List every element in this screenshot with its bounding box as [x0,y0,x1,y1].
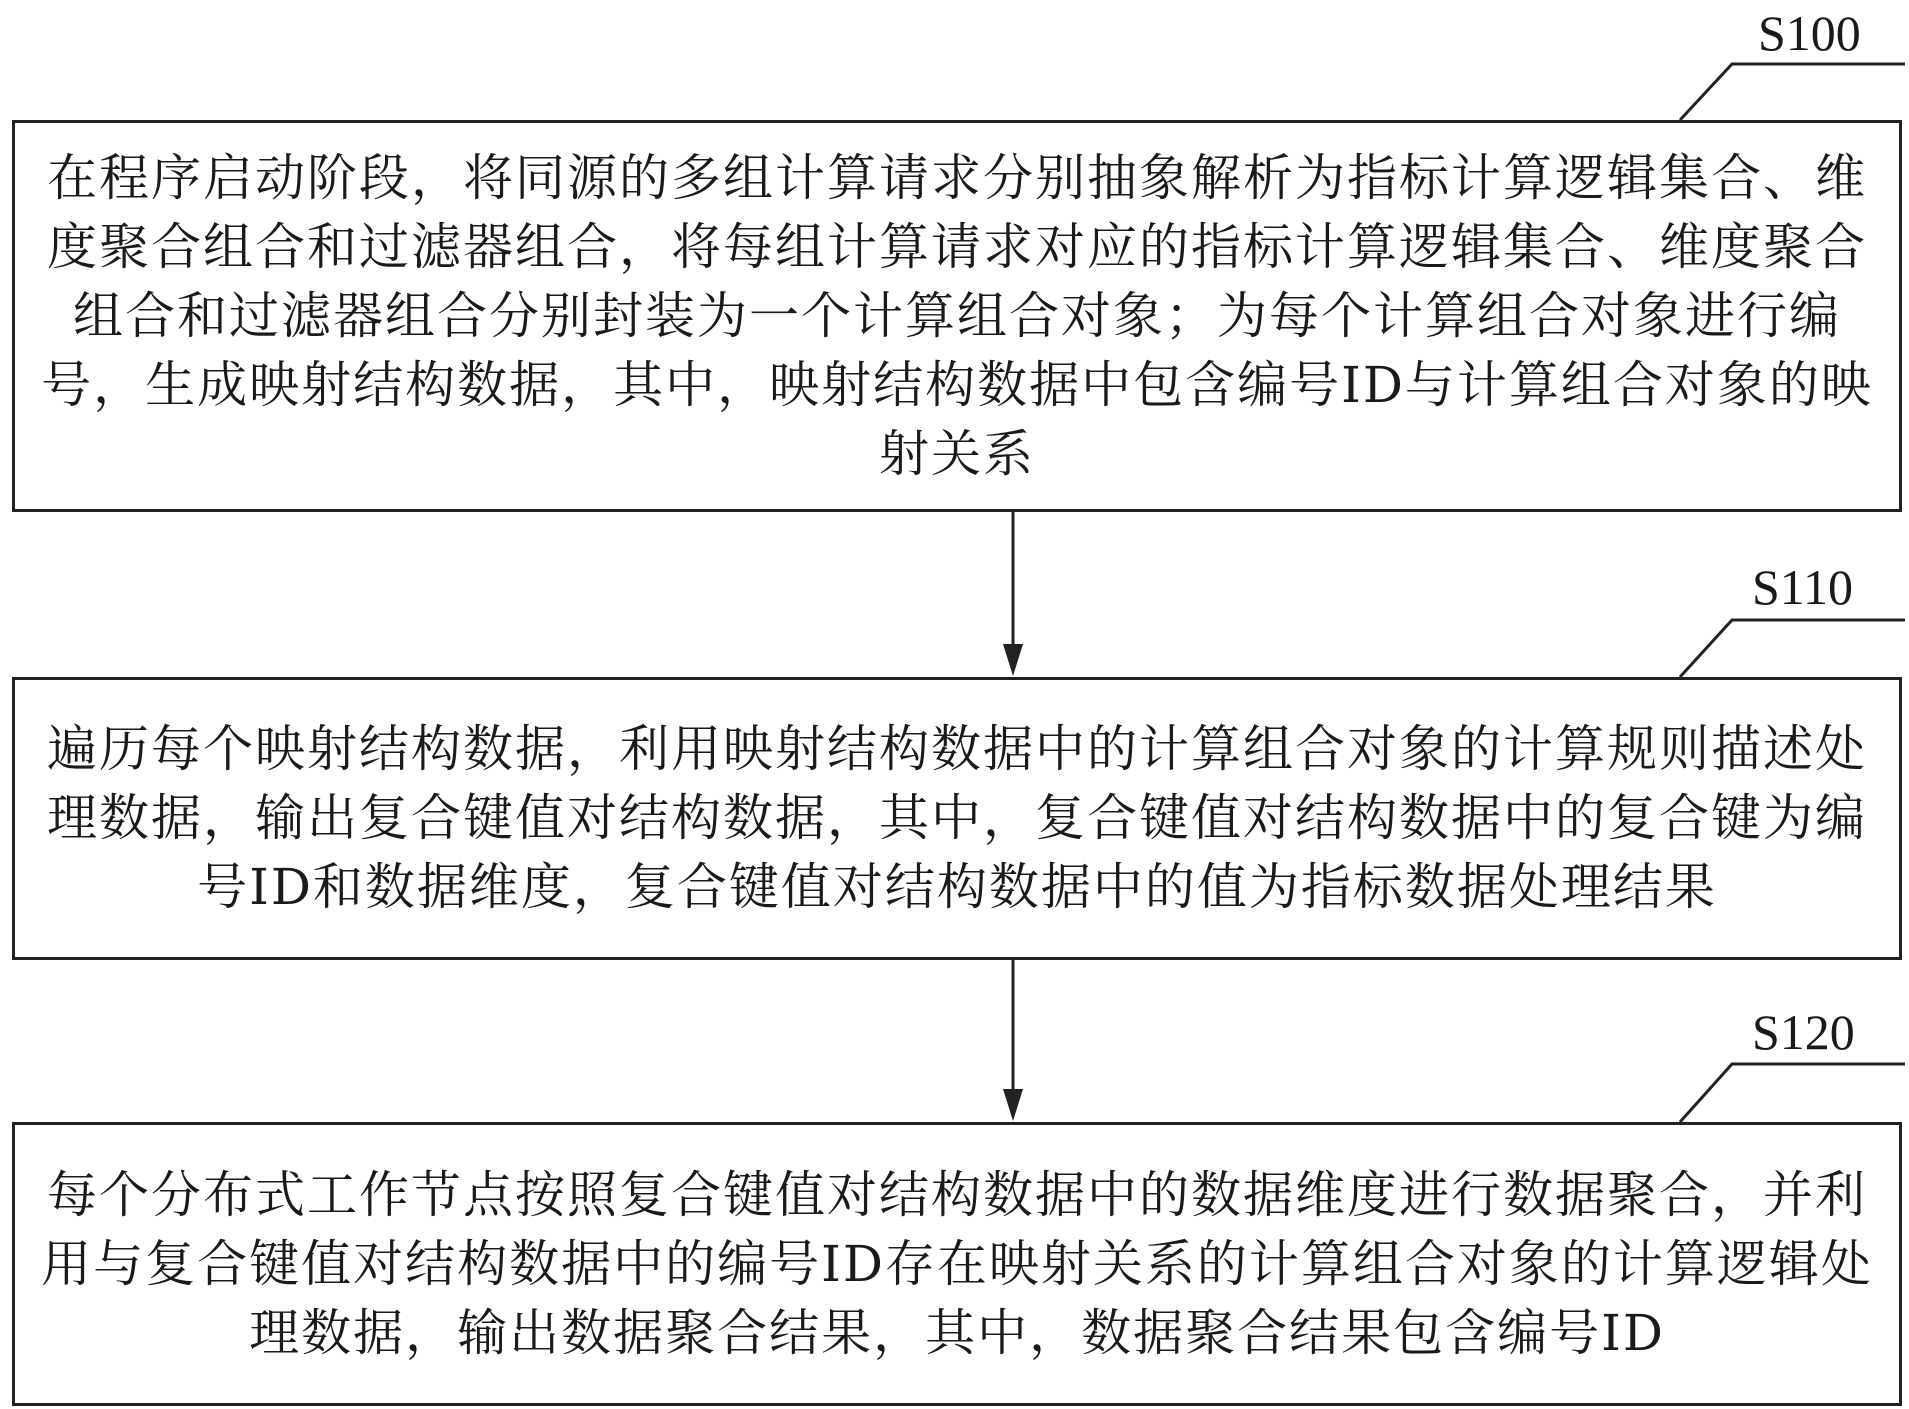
leader-line-s110 [1680,620,1905,677]
step-box-s120 [12,1122,1902,1406]
step-label-s110: S110 [1752,559,1853,615]
leader-line-s120 [1680,1064,1905,1122]
step-text-s110: 遍历每个映射结构数据，利用映射结构数据中的计算组合对象的计算规则描述处理数据，输出复合键值对结构数据，其中，复合键值对结构数据中的复合键为编号ID和数据维度，复合键值对结构数据中的值为指标数据处理结果 [47,720,1867,916]
step-label-s100: S100 [1758,5,1861,61]
step-text-s100: 在程序启动阶段，将同源的多组计算请求分别抽象解析为指标计算逻辑集合、维度聚合组合和过滤器组合，将每组计算请求对应的指标计算逻辑集合、维度聚合组合和过滤器组合分别封装为一个计算组合对象；为每个计算组合对象进行编号，生成映射结构数据，其中，映射结构数据中包含编号ID与计算组合对象的映射关系 [41,148,1873,483]
step-box-s100 [12,120,1902,512]
step-box-s110 [12,677,1902,960]
leader-line-s100 [1680,64,1905,120]
step-text-s120: 每个分布式工作节点按照复合键值对结构数据中的数据维度进行数据聚合，并利用与复合键值对结构数据中的编号ID存在映射关系的计算组合对象的计算逻辑处理数据，输出数据聚合结果，其中，数据聚合结果包含编号ID [41,1165,1873,1362]
flow-arrow-s110-s120 [1003,960,1023,1121]
flow-arrow-s100-s110 [1003,512,1023,676]
step-label-s120: S120 [1752,1004,1855,1060]
